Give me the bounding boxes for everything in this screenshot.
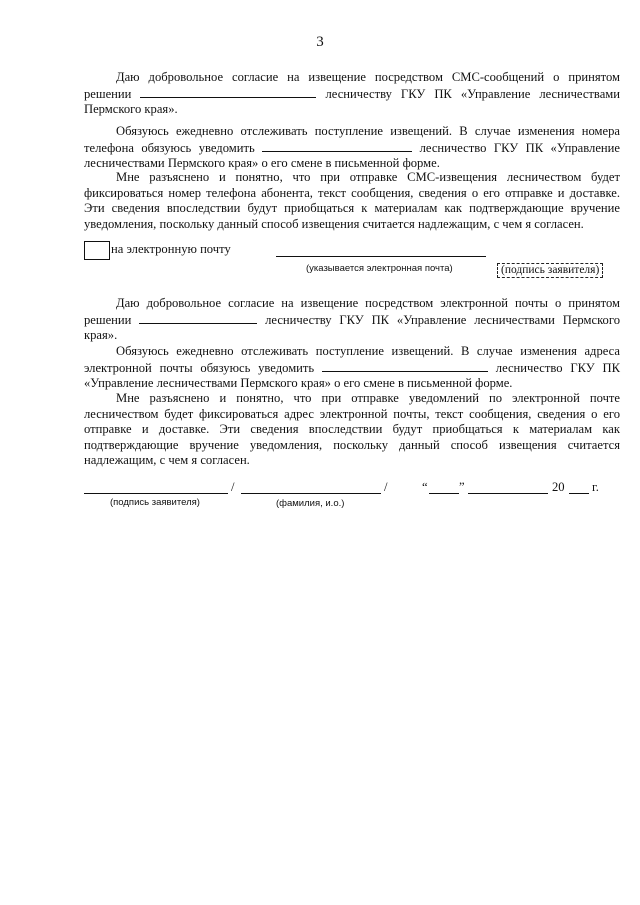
sms-consent-text-end: лесничеству ГКУ ПК «Управление лесничествами Пермского края». xyxy=(84,86,620,117)
date-year-suffix: г. xyxy=(592,480,599,494)
sms-forestry-field[interactable] xyxy=(262,140,412,152)
sms-explanation-paragraph: Мне разъяснено и понятно, что при отправке СМС-извещения лесничеством будет фиксироваться номер телефона абонента, текст сообщения, сведения о его отправке и доставке. Эти сведения впоследствии будут приобщаться к материалам как подтверждающие вручение уведомления, поскольку данный способ извещения считается надлежащим, с чем я согласен. xyxy=(84,170,620,231)
full-name-line[interactable] xyxy=(241,493,381,494)
email-option-label: на электронную почту xyxy=(111,242,231,256)
sms-obligation-text-end: лесничество ГКУ ПК «Управление лесничествами Пермского края» о его смене в письменной форме. xyxy=(84,140,620,171)
email-obligation-text: Обязуюсь ежедневно отслеживать поступление извещений. В случае изменения адреса электронной почты обязуюсь уведомить xyxy=(84,344,620,375)
signature-row xyxy=(0,481,640,511)
email-consent-text: Даю добровольное согласие на извещение посредством электронной почты о принятом решении xyxy=(84,296,620,327)
email-forestry-field[interactable] xyxy=(322,360,488,372)
date-quote-open: “ xyxy=(422,480,428,494)
sms-obligation-text: Обязуюсь ежедневно отслеживать поступление извещений. В случае изменения номера телефона обязуюсь уведомить xyxy=(84,124,620,155)
email-option-row xyxy=(84,241,624,281)
date-year-prefix: 20 xyxy=(552,480,565,494)
email-explanation-paragraph: Мне разъяснено и понятно, что при отправке уведомлений по электронной почте лесничеством будет фиксироваться адрес электронной почты, текст сообщения, сведения о его отправке и доставке. Эти сведения впоследствии будут приобщаться к материалам как подтверждающие вручение уведомления, поскольку данный способ извещения считается надлежащим, с чем я согласен. xyxy=(84,391,620,468)
email-obligation-text-end: лесничество ГКУ ПК «Управление лесничествами Пермского края» о его смене в письменной форме. xyxy=(84,360,620,391)
date-month-line[interactable] xyxy=(468,493,548,494)
signature-line[interactable] xyxy=(84,493,228,494)
email-address-field[interactable] xyxy=(276,256,486,257)
sms-consent-paragraph xyxy=(84,70,620,118)
email-decision-field[interactable] xyxy=(139,312,257,324)
date-quote-close: ” xyxy=(459,480,465,494)
date-year-line[interactable] xyxy=(569,493,589,494)
sms-obligation-paragraph xyxy=(84,124,620,172)
email-consent-text-end: лесничеству ГКУ ПК «Управление лесничествами Пермского края». xyxy=(84,312,620,343)
full-name-caption: (фамилия, и.о.) xyxy=(276,498,345,509)
signature-caption: (подпись заявителя) xyxy=(110,497,200,508)
date-day-line[interactable] xyxy=(429,493,459,494)
signature-slash: / xyxy=(231,480,235,494)
page-number: 3 xyxy=(316,34,324,50)
sms-decision-field[interactable] xyxy=(140,86,316,98)
full-name-slash: / xyxy=(384,480,388,494)
applicant-signature-box[interactable]: (подпись заявителя) xyxy=(497,263,603,278)
email-checkbox[interactable] xyxy=(84,241,110,260)
email-obligation-paragraph xyxy=(84,344,620,392)
email-consent-paragraph xyxy=(84,296,620,344)
email-address-caption: (указывается электронная почта) xyxy=(306,263,453,274)
sms-consent-text: Даю добровольное согласие на извещение посредством СМС-сообщений о принятом решении xyxy=(84,70,620,101)
